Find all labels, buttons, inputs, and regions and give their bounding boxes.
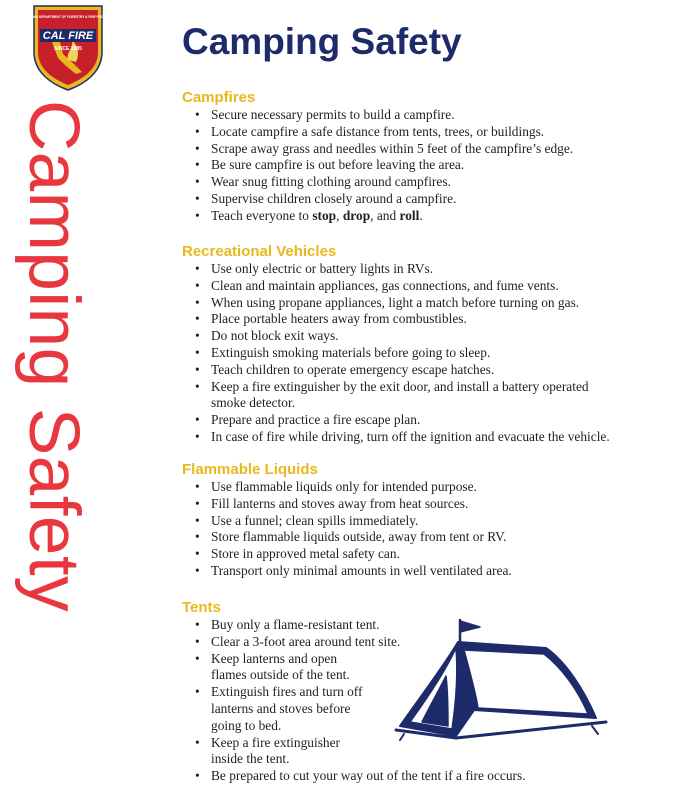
cal-fire-logo (18, 2, 118, 92)
text-run: , (336, 207, 343, 223)
list-item: • Locate campfire a safe distance from tents, trees, or buildings. (182, 124, 662, 141)
list-item: • Buy only a flame-resistant tent. (182, 617, 662, 634)
rv-list (182, 261, 662, 446)
list-item: • Teach children to operate emergency escape hatches. (182, 362, 662, 379)
list-item: • Clear a 3-foot area around tent site. (182, 634, 662, 651)
section-heading: Flammable Liquids (182, 461, 318, 478)
section-campfires (182, 89, 662, 225)
list-item: • Use only electric or battery lights in RVs. (182, 261, 662, 278)
logo-name: CAL FIRE (42, 30, 94, 42)
list-item: • Clean and maintain appliances, gas connections, and fume vents. (182, 278, 662, 295)
section-heading: Tents (182, 599, 221, 616)
side-title: Camping Safety (14, 100, 93, 613)
list-item: • Keep a fire extinguisher by the exit door, and install a battery operated smoke detector. (182, 379, 591, 413)
text-run: . (419, 207, 423, 223)
list-item: • Be sure campfire is out before leaving the area. (182, 157, 662, 174)
list-item: • Store flammable liquids outside, away from tent or RV. (182, 529, 662, 546)
list-item: • Fill lanterns and stoves away from heat sources. (182, 496, 662, 513)
logo-since: SINCE 1885 (54, 46, 82, 52)
bold-word: roll (399, 207, 420, 223)
list-item: • Transport only minimal amounts in well ventilated area. (182, 563, 662, 580)
list-item: • Use flammable liquids only for intended purpose. (182, 479, 662, 496)
list-item: • Supervise children closely around a campfire. (182, 191, 662, 208)
list-item: • Prepare and practice a fire escape plan. (182, 412, 662, 429)
tent-illustration (396, 618, 610, 740)
text-run: Teach everyone to (211, 207, 313, 223)
section-heading: Campfires (182, 89, 256, 106)
list-item: • Scrape away grass and needles within 5 feet of the campfire’s edge. (182, 141, 662, 158)
list-item: • Secure necessary permits to build a campfire. (182, 107, 662, 124)
page-title: Camping Safety (182, 21, 462, 62)
cal-fire-shield-icon (18, 2, 118, 92)
list-item: • Wear snug fitting clothing around campfires. (182, 174, 662, 191)
bold-word: drop (342, 207, 371, 223)
text-run: , and (370, 207, 400, 223)
tent-icon (396, 618, 610, 740)
section-flammable-liquids (182, 461, 662, 580)
list-item: • Place portable heaters away from combustibles. (182, 311, 662, 328)
list-item: • In case of fire while driving, turn off the ignition and evacuate the vehicle. (182, 429, 662, 446)
list-item: • Be prepared to cut your way out of the tent if a fire occurs. (182, 768, 662, 785)
list-item: • Do not block exit ways. (182, 328, 662, 345)
list-item: • Extinguish smoking materials before going to sleep. (182, 345, 662, 362)
campfires-list (182, 107, 662, 225)
list-item: • Keep a fire extinguisher inside the tent. (182, 735, 366, 769)
list-item: • Extinguish fires and turn off lanterns and stoves before going to bed. (182, 684, 366, 734)
section-heading: Recreational Vehicles (182, 243, 337, 260)
logo-arc-text: CALIFORNIA DEPARTMENT OF FORESTRY & FIRE PROTECTION (18, 15, 118, 19)
section-recreational-vehicles (182, 243, 662, 446)
list-item: • When using propane appliances, light a match before turning on gas. (182, 295, 662, 312)
list-item (182, 208, 662, 225)
list-item: • Store in approved metal safety can. (182, 546, 662, 563)
list-item: • Keep lanterns and open flames outside of the tent. (182, 651, 366, 685)
liquids-list (182, 479, 662, 580)
bold-word: stop (312, 207, 337, 223)
list-item: • Use a funnel; clean spills immediately. (182, 513, 662, 530)
